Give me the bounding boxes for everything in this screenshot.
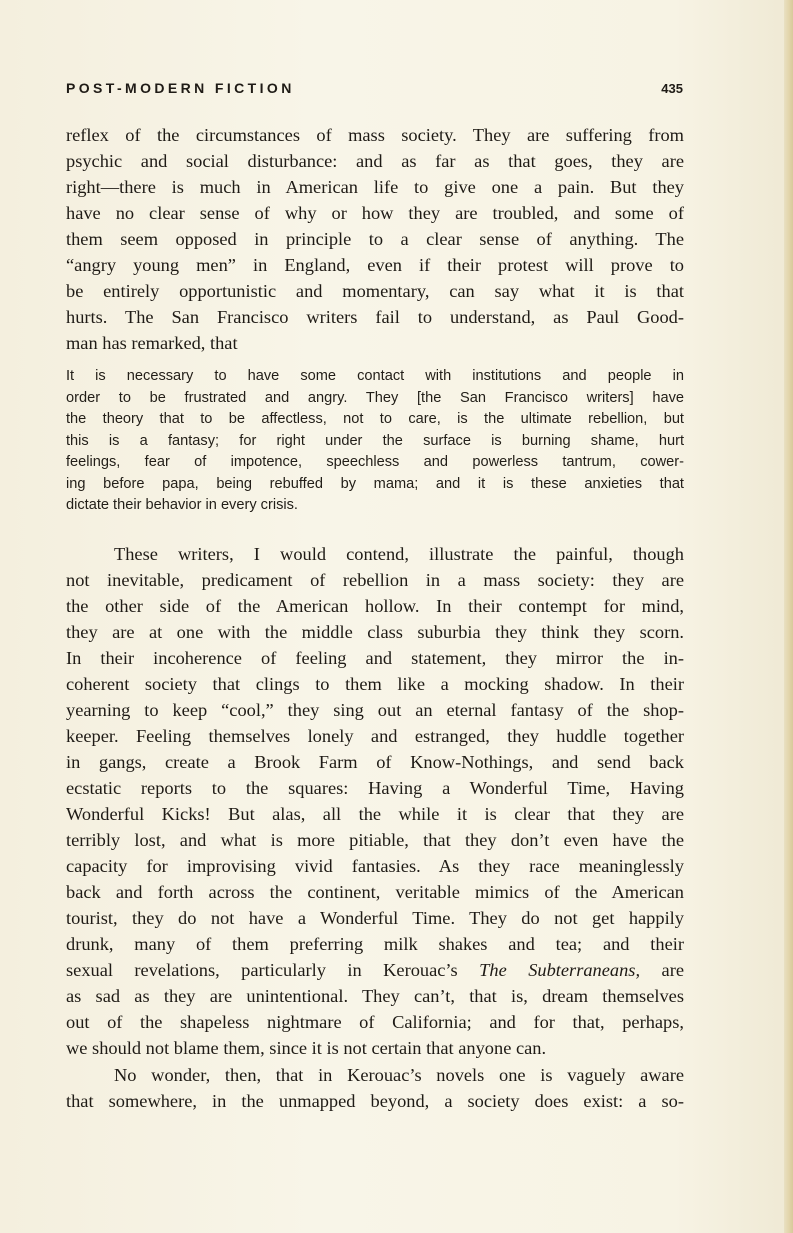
text-line: right—there is much in American life to give one a pain. But they — [66, 177, 684, 197]
text-line: psychic and social disturbance: and as far as that goes, they are — [66, 151, 684, 171]
paragraph-1 — [66, 122, 684, 356]
paragraph-2 — [66, 541, 684, 1061]
quote-line: feelings, fear of impotence, speechless and powerless tantrum, cower- — [66, 454, 684, 470]
quote-line: It is necessary to have some contact with institutions and people in — [66, 368, 684, 384]
text-line: reflex of the circumstances of mass society. They are suffering from — [66, 125, 684, 145]
text-line: as sad as they are unintentional. They can’t, that is, dream themselves — [66, 986, 684, 1006]
quote-line: ing before papa, being rebuffed by mama; and it is these anxieties that — [66, 475, 684, 492]
quote-line: dictate their behavior in every crisis. — [66, 497, 298, 513]
text-line: Wonderful Kicks! But alas, all the while it is clear that they are — [66, 804, 684, 824]
quote-line: order to be frustrated and angry. They [the San Francisco writers] have — [66, 389, 684, 406]
text-line: back and forth across the continent, veritable mimics of the American — [66, 882, 684, 902]
text-line: not inevitable, predicament of rebellion in a mass society: they are — [66, 570, 684, 590]
text-line: yearning to keep “cool,” they sing out an eternal fantasy of the shop- — [66, 700, 684, 720]
text-run: are — [661, 960, 684, 980]
running-head-title: POST-MODERN FICTION — [66, 80, 295, 96]
text-line: hurts. The San Francisco writers fail to understand, as Paul Good- — [66, 307, 684, 327]
running-head — [66, 80, 683, 100]
text-line: that somewhere, in the unmapped beyond, a society does exist: a so- — [66, 1091, 684, 1111]
block-quote — [66, 366, 684, 517]
book-title-subterraneans: The Subterraneans, — [479, 960, 641, 980]
text-line: coherent society that clings to them like a mocking shadow. In their — [66, 674, 684, 694]
text-line: in gangs, create a Brook Farm of Know-Nothings, and send back — [66, 752, 684, 772]
text-line: they are at one with the middle class suburbia they think they scorn. — [66, 622, 684, 642]
quote-line: this is a fantasy; for right under the surface is burning shame, hurt — [66, 432, 684, 449]
text-line: them seem opposed in principle to a clear sense of anything. The — [66, 229, 684, 249]
text-line: the other side of the American hollow. In their contempt for mind, — [66, 596, 684, 616]
text-line: In their incoherence of feeling and statement, they mirror the in- — [66, 648, 684, 668]
page-number: 435 — [661, 81, 683, 96]
text-line: be entirely opportunistic and momentary, can say what it is that — [66, 281, 684, 301]
text-line: “angry young men” in England, even if their protest will prove to — [66, 255, 684, 275]
text-line: have no clear sense of why or how they are troubled, and some of — [66, 203, 684, 223]
text-line: terribly lost, and what is more pitiable, that they don’t even have the — [66, 830, 684, 850]
text-line: ecstatic reports to the squares: Having a Wonderful Time, Having — [66, 778, 684, 798]
text-line: These writers, I would contend, illustrate the painful, though — [114, 544, 684, 564]
text-line: man has remarked, that — [66, 333, 238, 353]
paragraph-3 — [66, 1062, 684, 1114]
text-line: No wonder, then, that in Kerouac’s novels one is vaguely aware — [114, 1065, 684, 1085]
text-line: keeper. Feeling themselves lonely and estranged, they huddle together — [66, 726, 684, 746]
text-run: sexual revelations, particularly in Kerouac’s — [66, 960, 458, 980]
text-line: capacity for improvising vivid fantasies. As they race meaninglessly — [66, 856, 684, 876]
text-line: out of the shapeless nightmare of California; and for that, perhaps, — [66, 1012, 684, 1032]
text-line: tourist, they do not have a Wonderful Time. They do not get happily — [66, 908, 684, 928]
text-line: we should not blame them, since it is not certain that anyone can. — [66, 1038, 547, 1058]
page-edge — [784, 0, 793, 1233]
text-line-kerouac — [66, 957, 684, 983]
quote-line: the theory that to be affectless, not to care, is the ultimate rebellion, but — [66, 411, 684, 427]
text-line: drunk, many of them preferring milk shakes and tea; and their — [66, 934, 684, 954]
